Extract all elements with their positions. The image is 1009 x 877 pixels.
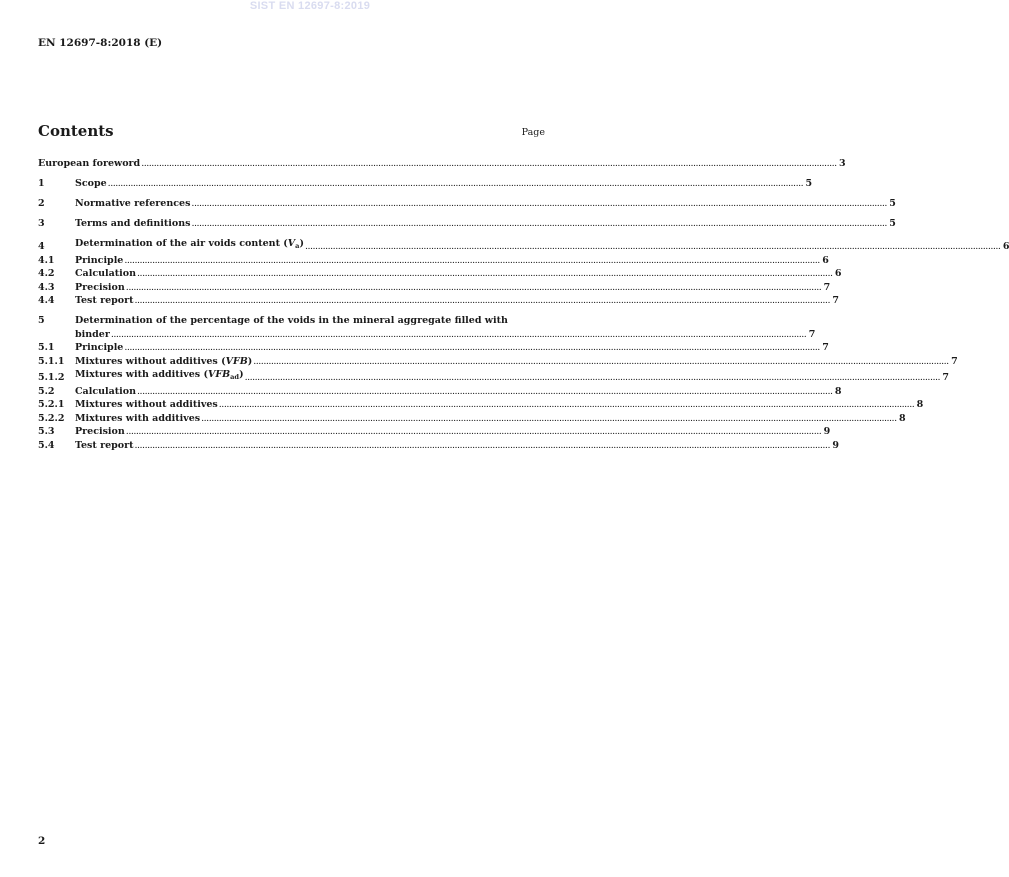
toc-entry-page: 6 bbox=[834, 268, 842, 279]
toc-entry-title: Principle bbox=[75, 342, 124, 353]
contents-heading: Contents bbox=[38, 122, 114, 140]
toc-entry-page: 3 bbox=[839, 158, 846, 169]
toc-entry-number: 5.2.2 bbox=[38, 412, 65, 424]
toc-entry-normative-references[interactable] bbox=[38, 197, 896, 211]
toc-entry-page: 8 bbox=[898, 412, 906, 424]
toc-leader-dots bbox=[305, 240, 1000, 254]
toc-entry-title: European foreword bbox=[38, 158, 141, 169]
toc-entry-page: 9 bbox=[832, 439, 839, 451]
toc-entry-page: 7 bbox=[808, 328, 816, 340]
toc-entry-title: Precision bbox=[75, 281, 125, 293]
toc-entry-number: 5.1 bbox=[38, 342, 55, 353]
toc-entry-4-1-principle[interactable] bbox=[38, 254, 829, 268]
toc-leader-dots bbox=[124, 254, 819, 268]
toc-entry-title: Mixtures with additives bbox=[75, 412, 201, 424]
toc-entry-5-2-calculation[interactable] bbox=[38, 385, 842, 399]
toc-entry-5-2-2-mixtures-with-additives[interactable] bbox=[38, 412, 906, 426]
toc-leader-dots bbox=[137, 385, 832, 399]
toc-entry-page: 7 bbox=[823, 281, 831, 293]
toc-entry-page: 7 bbox=[951, 355, 958, 367]
toc-entry-title-line2: binder bbox=[75, 328, 110, 340]
toc-leader-dots bbox=[111, 328, 806, 342]
toc-entry-5-3-precision[interactable] bbox=[38, 425, 831, 439]
toc-entry-page: 5 bbox=[889, 218, 896, 229]
watermark: SIST EN 12697-8:2019 bbox=[249, 0, 371, 12]
toc-entry-number: 5.1.2 bbox=[38, 372, 65, 383]
toc-entry-5-1-principle[interactable] bbox=[38, 341, 829, 355]
toc-entry-number: 5.2.1 bbox=[38, 399, 65, 410]
toc-leader-dots bbox=[253, 355, 948, 369]
toc-entry-number: 2 bbox=[38, 198, 45, 209]
toc-entry-title: Mixtures with additives $(VFB_{ad})$ bbox=[75, 369, 244, 381]
toc-entry-number: 5.4 bbox=[38, 439, 55, 451]
toc-entry-page: 9 bbox=[823, 426, 831, 437]
toc-entry-number: 5 bbox=[38, 315, 45, 326]
toc-entry-air-voids-content[interactable] bbox=[38, 237, 1009, 254]
toc-entry-page: 7 bbox=[942, 372, 950, 383]
toc-entry-title: Mixtures without additives bbox=[75, 399, 218, 410]
toc-entry-page: 8 bbox=[834, 385, 842, 397]
toc-entry-number: 4.4 bbox=[38, 295, 55, 306]
toc-leader-dots bbox=[108, 177, 803, 191]
toc-entry-scope[interactable] bbox=[38, 177, 813, 191]
toc-leader-dots bbox=[245, 371, 940, 385]
toc-entry-voids-filled-with-binder[interactable] bbox=[38, 314, 816, 341]
toc-entry-number: 4.2 bbox=[38, 268, 55, 279]
toc-entry-number: 4.1 bbox=[38, 254, 55, 266]
toc-entry-number: 3 bbox=[38, 218, 45, 229]
toc-entry-title: Principle bbox=[75, 254, 124, 266]
page-column-label: Page bbox=[521, 127, 545, 138]
toc-entry-title: Test report bbox=[75, 295, 134, 306]
toc-entry-number: 1 bbox=[38, 178, 45, 189]
table-of-contents bbox=[38, 157, 1009, 452]
toc-entry-number: 4 bbox=[38, 241, 45, 252]
toc-entry-title: Calculation bbox=[75, 268, 137, 279]
toc-leader-dots bbox=[135, 439, 830, 453]
toc-entry-page: 5 bbox=[889, 198, 896, 209]
toc-entry-4-2-calculation[interactable] bbox=[38, 267, 842, 281]
toc-leader-dots bbox=[219, 398, 914, 412]
toc-entry-title-line1: Determination of the percentage of the voids in the mineral aggregate filled with bbox=[75, 315, 508, 326]
toc-entry-number: 5.2 bbox=[38, 385, 55, 397]
toc-entry-page: 6 bbox=[1002, 241, 1009, 252]
document-id: EN 12697-8:2018 (E) bbox=[38, 37, 163, 49]
toc-leader-dots bbox=[201, 412, 896, 426]
toc-entry-4-3-precision[interactable] bbox=[38, 281, 831, 295]
toc-entry-title: Mixtures without additives (VFB) bbox=[75, 355, 253, 367]
toc-leader-dots bbox=[126, 425, 821, 439]
toc-leader-dots bbox=[191, 197, 886, 211]
toc-entry-4-4-test-report[interactable] bbox=[38, 294, 839, 308]
toc-leader-dots bbox=[124, 341, 819, 355]
toc-leader-dots bbox=[135, 294, 830, 308]
toc-leader-dots bbox=[191, 217, 886, 231]
toc-entry-title: Scope bbox=[75, 178, 107, 189]
toc-leader-dots bbox=[141, 157, 836, 171]
toc-entry-5-1-1-mixtures-without-additives[interactable] bbox=[38, 355, 958, 369]
toc-entry-number: 5.1.1 bbox=[38, 355, 65, 367]
toc-entry-title: Calculation bbox=[75, 385, 137, 397]
toc-leader-dots bbox=[126, 281, 821, 295]
toc-entry-page: 8 bbox=[916, 399, 924, 410]
toc-entry-title: Normative references bbox=[75, 198, 191, 209]
toc-entry-page: 5 bbox=[805, 178, 813, 189]
toc-entry-page: 6 bbox=[822, 254, 829, 266]
toc-entry-title: Test report bbox=[75, 439, 134, 451]
toc-entry-title: Precision bbox=[75, 426, 125, 437]
page-number: 2 bbox=[38, 835, 46, 847]
toc-entry-title: Determination of the air voids content $(V_a)$ bbox=[75, 238, 304, 250]
toc-entry-5-2-1-mixtures-without-additives[interactable] bbox=[38, 398, 924, 412]
toc-entry-number: 4.3 bbox=[38, 281, 55, 293]
toc-entry-number: 5.3 bbox=[38, 426, 55, 437]
toc-entry-5-1-2-mixtures-with-additives[interactable] bbox=[38, 368, 950, 385]
toc-entry-page: 7 bbox=[832, 295, 839, 306]
toc-entry-terms-and-definitions[interactable] bbox=[38, 217, 896, 231]
toc-leader-dots bbox=[137, 267, 832, 281]
toc-entry-page: 7 bbox=[822, 342, 829, 353]
toc-entry-5-4-test-report[interactable] bbox=[38, 439, 839, 453]
toc-entry-european-foreword[interactable] bbox=[38, 157, 846, 171]
toc-entry-title: Terms and definitions bbox=[75, 218, 191, 229]
